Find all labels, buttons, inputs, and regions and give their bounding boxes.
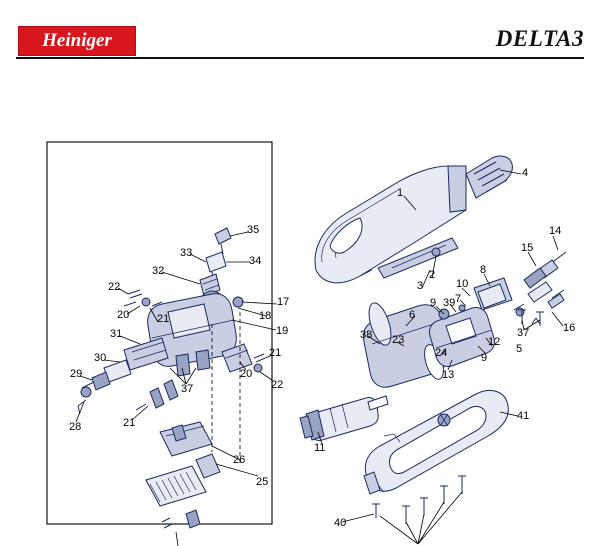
part-handle-41 — [364, 390, 508, 494]
callout-11: 11 — [314, 442, 326, 454]
callout-2: 2 — [429, 269, 436, 281]
heiniger-logo — [18, 26, 136, 56]
callout-12: 12 — [488, 336, 501, 348]
callout-9b: 9 — [481, 352, 488, 364]
callout-16: 16 — [563, 322, 576, 334]
brand-name: Heiniger — [42, 30, 112, 51]
callout-18: 18 — [259, 310, 272, 322]
part-body-19 — [148, 294, 237, 376]
callout-21c: 21 — [123, 417, 136, 429]
callout-41: 41 — [517, 410, 530, 422]
callout-7: 7 — [455, 293, 462, 305]
callout-23: 23 — [392, 334, 405, 346]
callout-15: 15 — [521, 242, 534, 254]
callout-38: 38 — [360, 329, 373, 341]
callout-21: 21 — [157, 313, 170, 325]
callout-22: 22 — [108, 281, 121, 293]
callout-26: 26 — [233, 454, 246, 466]
callout-37b: 37 — [517, 327, 530, 339]
callout-9: 9 — [430, 297, 437, 309]
callout-30: 30 — [94, 352, 107, 364]
callout-20b: 20 — [240, 368, 253, 380]
callout-31: 31 — [110, 328, 123, 340]
callout-32: 32 — [152, 265, 165, 277]
callout-37: 37 — [181, 383, 194, 395]
callout-22b: 22 — [271, 379, 284, 391]
callout-8: 8 — [480, 264, 487, 276]
callout-3: 3 — [417, 280, 424, 292]
callout-17: 17 — [277, 296, 290, 308]
callout-28: 28 — [69, 421, 82, 433]
callout-21b: 21 — [269, 347, 282, 359]
part-comb-26 — [146, 422, 220, 528]
header-divider — [16, 57, 584, 59]
callout-19: 19 — [276, 325, 289, 337]
callout-1: 1 — [397, 187, 404, 199]
page-header — [0, 0, 600, 62]
callout-20: 20 — [117, 309, 130, 321]
callout-33: 33 — [180, 247, 193, 259]
callout-35: 35 — [247, 224, 260, 236]
callout-14: 14 — [549, 225, 562, 237]
part-cap-4 — [466, 156, 512, 198]
screws-37b — [518, 310, 544, 326]
callout-24: 24 — [435, 347, 448, 359]
callout-39: 39 — [443, 297, 456, 309]
model-title: DELTA3 — [495, 26, 584, 51]
callout-10: 10 — [456, 278, 469, 290]
callout-29: 29 — [70, 368, 83, 380]
callout-34: 34 — [249, 255, 262, 267]
callout-40: 40 — [334, 517, 347, 529]
part-armature-11 — [300, 396, 388, 441]
parts-diagram — [0, 62, 600, 546]
callout-6: 6 — [409, 309, 416, 321]
callout-5: 5 — [516, 343, 523, 355]
callout-4: 4 — [522, 167, 529, 179]
callout-13: 13 — [442, 369, 455, 381]
callout-25: 25 — [256, 476, 269, 488]
